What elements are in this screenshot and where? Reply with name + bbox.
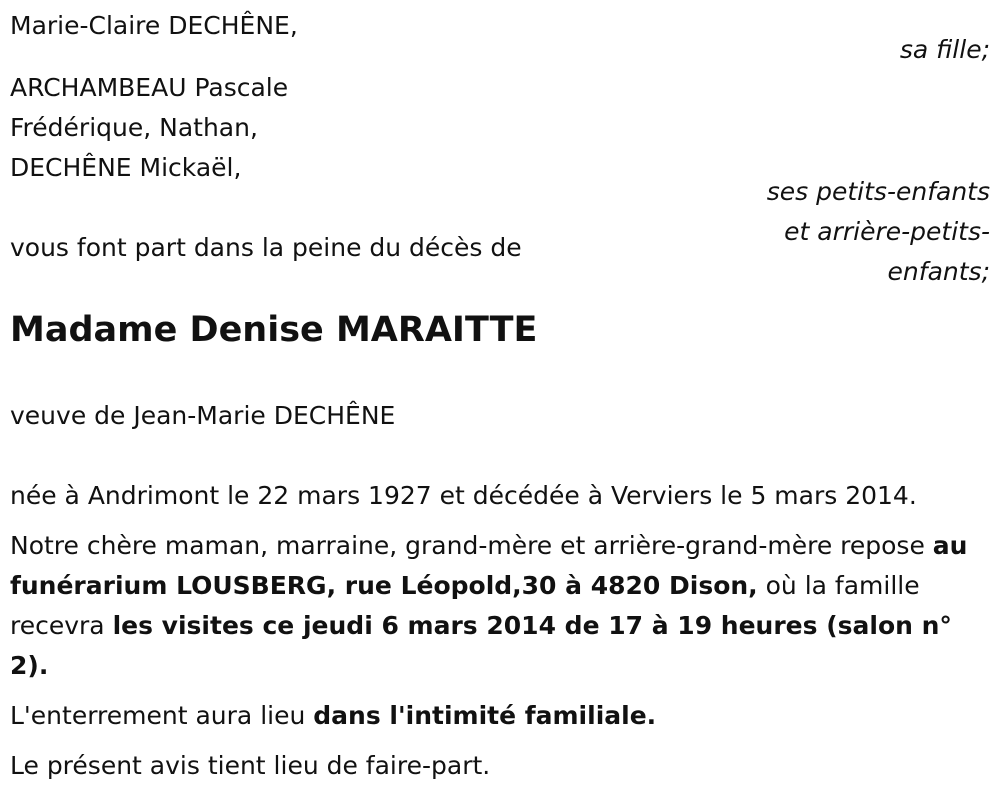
rest-paragraph: [10, 526, 985, 686]
announcement-text: vous font part dans la peine du décès de: [10, 233, 522, 262]
grandchildren-role-line-1: ses petits-enfants: [766, 177, 990, 206]
grandchild-line-3: DECHÊNE Mickaël,: [10, 153, 242, 182]
daughter-role: sa fille;: [899, 35, 990, 64]
burial-bold: dans l'intimité familiale.: [313, 701, 657, 730]
grandchild-line-1: ARCHAMBEAU Pascale: [10, 73, 289, 102]
closing-text: Le présent avis tient lieu de faire-part.: [10, 751, 491, 780]
grandchildren-role-line-3: enfants;: [887, 257, 990, 286]
funeral-home-location: au funérarium LOUSBERG, rue Léopold,30 à 4820 Dison,: [10, 531, 968, 600]
widow-of-text: veuve de Jean-Marie DECHÊNE: [10, 401, 396, 430]
grandchildren-role-line-2: et arrière-petits-: [784, 217, 990, 246]
rest-intro: Notre chère maman, marraine, grand-mère et arrière-grand-mère repose: [10, 531, 933, 560]
burial-text: [10, 696, 656, 736]
deceased-name: Madame Denise MARAITTE: [10, 310, 538, 350]
birth-death-text: née à Andrimont le 22 mars 1927 et décédée à Verviers le 5 mars 2014.: [10, 481, 917, 510]
visiting-hours: les visites ce jeudi 6 mars 2014 de 17 à 19 heures (salon n° 2).: [10, 611, 952, 680]
daughter-name: Marie-Claire DECHÊNE,: [10, 11, 298, 40]
grandchild-line-2: Frédérique, Nathan,: [10, 113, 258, 142]
rest-middle: où la famille recevra: [10, 571, 920, 640]
burial-intro: L'enterrement aura lieu: [10, 701, 314, 730]
